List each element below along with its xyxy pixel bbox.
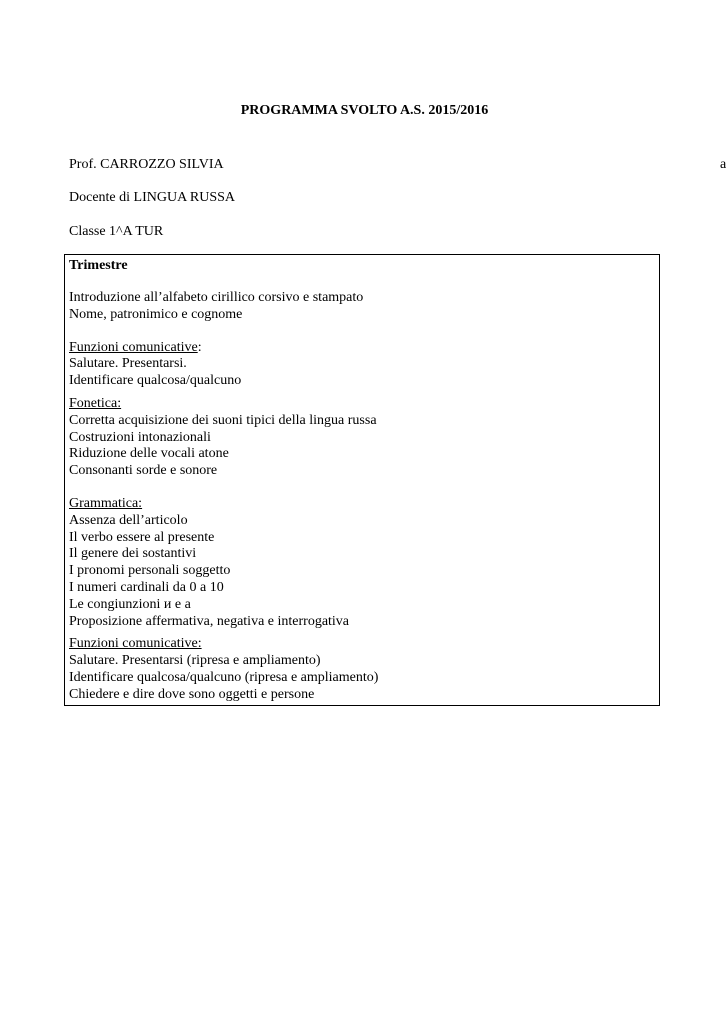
group-heading-line	[69, 340, 659, 357]
group-heading-line	[69, 496, 659, 513]
intro-group	[69, 290, 659, 324]
professor-name: Prof. CARROZZO SILVIA	[69, 157, 224, 172]
list-item: Le congiunzioni и e а	[69, 596, 191, 612]
group-heading-line	[69, 636, 659, 653]
list-item: Identificare qualcosa/qualcuno (ripresa e ampliamento)	[69, 669, 379, 685]
list-item: Introduzione all’alfabeto cirillico corsivo e stampato	[69, 290, 364, 305]
list-item: Nome, patronimico e cognome	[69, 306, 243, 322]
list-item: Corretta acquisizione dei suoni tipici della lingua russa	[69, 412, 377, 428]
funzioni-comunicative-group-1	[69, 340, 659, 390]
list-item: Assenza dell’articolo	[69, 512, 188, 528]
list-item: Chiedere e dire dove sono oggetti e persone	[69, 686, 315, 702]
list-item: Il verbo essere al presente	[69, 529, 215, 545]
page-title: PROGRAMMA SVOLTO A.S. 2015/2016	[240, 103, 489, 118]
class-name: Classe 1^A TUR	[69, 224, 164, 239]
list-item: Il genere dei sostantivi	[69, 546, 197, 562]
group-heading: Funzioni comunicative:	[69, 636, 202, 652]
section-title: Trimestre	[69, 258, 128, 273]
list-item: Identificare qualcosa/qualcuno	[69, 373, 242, 389]
list-item: Salutare. Presentarsi.	[69, 356, 187, 372]
fonetica-group	[69, 396, 659, 480]
list-item: Proposizione affermativa, negativa e interrogativa	[69, 613, 350, 629]
group-heading-line	[69, 396, 659, 413]
program-table	[64, 254, 660, 706]
heading-suffix: :	[197, 339, 202, 355]
group-heading: Fonetica:	[69, 395, 122, 411]
group-heading: Grammatica:	[69, 495, 143, 511]
teacher-role: Docente di LINGUA RUSSA	[69, 190, 236, 205]
edge-mark: a	[720, 157, 726, 172]
list-item: I numeri cardinali da 0 a 10	[69, 579, 224, 595]
group-heading: Funzioni comunicative	[69, 339, 198, 355]
list-item: I pronomi personali soggetto	[69, 563, 231, 579]
list-item: Salutare. Presentarsi (ripresa e ampliamento)	[69, 653, 321, 669]
list-item: Costruzioni intonazionali	[69, 429, 211, 445]
list-item: Consonanti sorde e sonore	[69, 463, 218, 479]
funzioni-comunicative-group-2	[69, 636, 659, 703]
list-item: Riduzione delle vocali atone	[69, 446, 229, 462]
grammatica-group	[69, 496, 659, 630]
